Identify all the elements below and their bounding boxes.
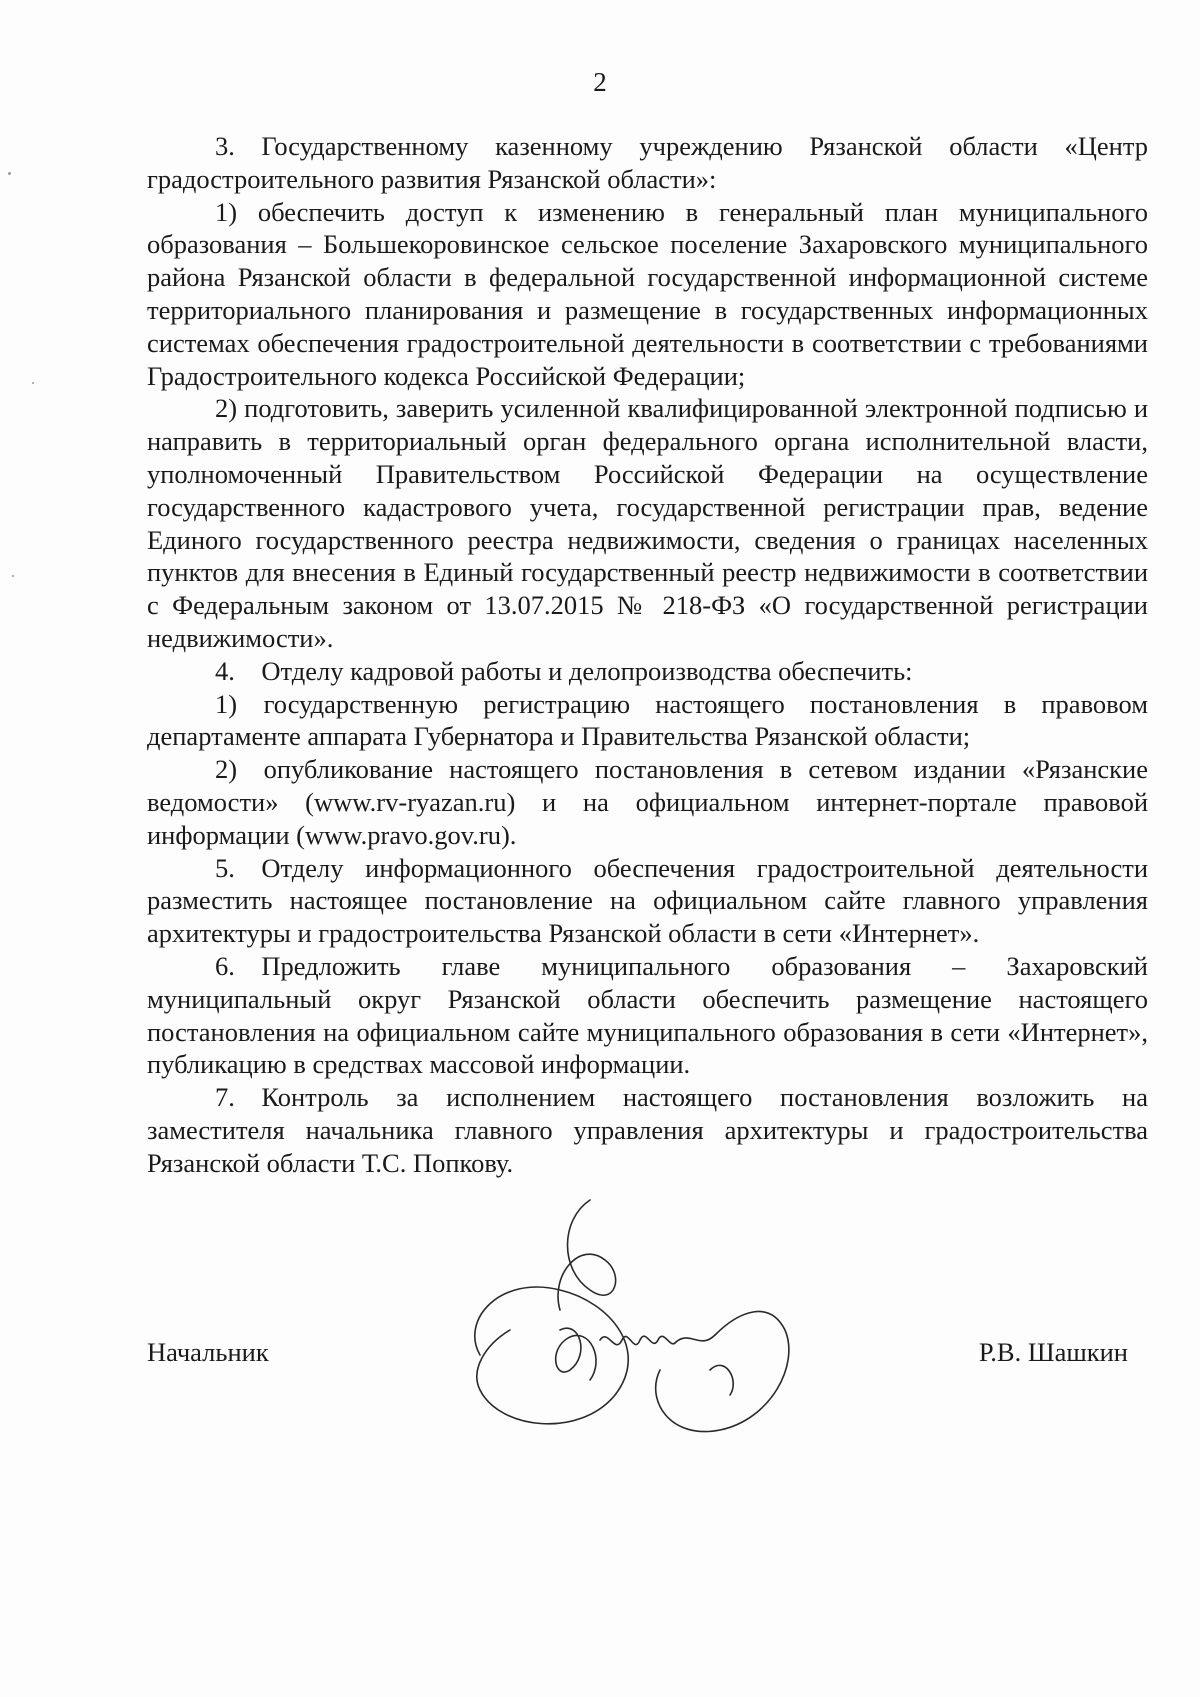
signature-block bbox=[0, 1300, 1200, 1500]
signatory-title: Начальник bbox=[147, 1337, 269, 1367]
paragraph-subitem-3-1: 1) обеспечить доступ к изменению в генеральный план муниципального образования – Большекоровинское сельское поселение Захаровского муниципального района Рязанской области в федеральной государственной информационной системе территориального планирования и размещение в государственных информационных системах обеспечения градостроительной деятельности в соответствии с требованиями Градостроительного кодекса Российской Федерации; bbox=[147, 196, 1148, 391]
paragraph-subitem-4-1: 1) государственную регистрацию настоящего постановления в правовом департаменте аппарата Губернатора и Правительства Рязанской области; bbox=[147, 688, 1148, 752]
paragraph-item-3: 3. Государственному казенному учреждению Рязанской области «Центр градостроительного развития Рязанской области»: bbox=[147, 131, 1148, 194]
scan-artifact bbox=[32, 382, 34, 384]
paragraph-item-7: 7. Контроль за исполнением настоящего постановления возложить на заместителя начальника главного управления архитектуры и градостроительства Рязанской области Т.С. Попкову. bbox=[147, 1082, 1148, 1178]
paragraph-item-6: 6. Предложить главе муниципального образования – Захаровский муниципальный округ Рязанской области обеспечить размещение настоящего постановления на официальном сайте муниципального образования в сети «Интернет», публикацию в средствах массовой информации. bbox=[147, 950, 1148, 1080]
paragraph-subitem-4-2: 2) опубликование настоящего постановления в сетевом издании «Рязанские ведомости» (www.rv-ryazan.ru) и на официальном интернет-портале правовой информации (www.pravo.gov.ru). bbox=[147, 754, 1148, 850]
paragraph-item-4: 4. Отделу кадровой работы и делопроизводства обеспечить: bbox=[215, 655, 913, 686]
scan-artifact bbox=[8, 172, 11, 175]
handwritten-signature bbox=[440, 1180, 860, 1500]
document-body bbox=[147, 130, 1148, 1180]
paragraph-item-5: 5. Отделу информационного обеспечения градостроительной деятельности разместить настоящее постановление на официальном сайте главного управления архитектуры и градостроительства Рязанской области в сети «Интернет». bbox=[147, 852, 1148, 949]
signatory-name: Р.В. Шашкин bbox=[978, 1337, 1128, 1367]
scan-artifact bbox=[12, 575, 14, 577]
paragraph-subitem-3-2: 2) подготовить, заверить усиленной квалифицированной электронной подписью и направить в территориальный орган федерального органа исполнительной власти, уполномоченный Правительством Российской Федерации на осуществление государственного кадастрового учета, государственной регистрации прав, ведение Единого государственного реестра недвижимости, сведения о границах населенных пунктов для внесения в Единый государственный реестр недвижимости в соответствии с Федеральным законом от 13.07.2015 № 218-ФЗ «О государственной регистрации недвижимости». bbox=[147, 393, 1148, 653]
page-number: 2 bbox=[593, 67, 607, 97]
